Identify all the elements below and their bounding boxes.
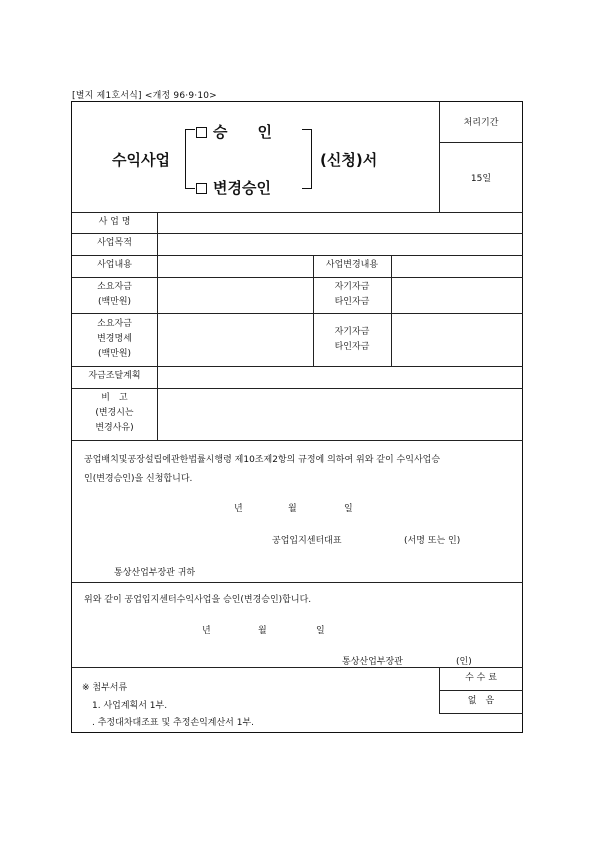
business-content-field[interactable]	[158, 256, 313, 277]
seal-label: (인)	[456, 657, 472, 667]
label-own-other-funds	[313, 280, 391, 310]
label-change-own-other-funds	[313, 325, 391, 355]
application-date-year: 년	[234, 504, 243, 514]
left-bracket	[185, 129, 195, 189]
label-line: 변경사유)	[95, 423, 134, 433]
attachments-title: ※ 첨부서류	[82, 683, 128, 693]
addressee-label: 통상산업부장관 귀하	[114, 568, 196, 578]
processing-period-label: 처리기간	[463, 118, 499, 128]
label-line: 변경명세	[97, 334, 132, 344]
label-business-purpose: 사업목적	[97, 238, 132, 248]
processing-period-value: 15일	[470, 174, 492, 184]
label-remarks	[72, 391, 157, 436]
fee-divider	[439, 713, 523, 714]
label-line: (변경시는	[95, 408, 134, 418]
signature-label: (서명 또는 인)	[404, 536, 461, 546]
application-statement	[84, 451, 514, 489]
application-form	[71, 101, 523, 733]
attachment-item-1: 1. 사업계획서 1부.	[92, 701, 168, 711]
label-own-funds: 자기자금	[334, 327, 370, 337]
option-approve-label: 승 인	[213, 123, 272, 141]
row-divider	[72, 667, 523, 668]
fee-label: 수 수 료	[465, 673, 497, 683]
label-funding-plan: 자금조달계획	[88, 371, 141, 381]
option-change-label: 변경승인	[213, 179, 271, 197]
label-business-change-content: 사업변경내용	[325, 260, 379, 270]
application-date-day: 일	[344, 504, 353, 514]
row-divider	[72, 582, 523, 583]
remarks-field[interactable]	[158, 389, 522, 440]
label-funds-change	[72, 317, 157, 362]
applicant-label: 공업입지센터대표	[272, 536, 342, 546]
label-line: 소요자금	[97, 319, 132, 329]
approver-label: 통상산업부장관	[342, 657, 403, 667]
label-line: 소요자금	[97, 282, 132, 292]
statement-line: 공업배치및공장설립에관한법률시행령 제10조제2항의 규정에 의하여 위와 같이 수익사업승	[84, 455, 441, 465]
right-bracket	[302, 129, 312, 189]
label-business-content: 사업내용	[97, 260, 132, 270]
form-title-suffix: (신청)서	[320, 151, 378, 169]
label-business-name: 사 업 명	[98, 217, 131, 227]
label-line: 비 고	[101, 393, 128, 403]
funds-change-field[interactable]	[158, 314, 313, 366]
approval-date-day: 일	[316, 626, 325, 636]
label-other-funds: 타인자금	[334, 342, 370, 352]
label-own-funds: 자기자금	[334, 282, 370, 292]
option-change-approve[interactable]	[196, 177, 271, 198]
own-other-funds-field[interactable]	[392, 278, 522, 313]
approval-date-year: 년	[202, 626, 211, 636]
attachment-item-2: . 추정대차대조표 및 추정손익계산서 1부.	[92, 718, 254, 728]
label-funds-required	[72, 280, 157, 310]
business-change-content-field[interactable]	[392, 256, 522, 277]
business-purpose-field[interactable]	[158, 234, 522, 255]
approve-checkbox[interactable]	[196, 127, 207, 138]
change-own-other-funds-field[interactable]	[392, 314, 522, 366]
label-line: (백만원)	[97, 349, 132, 359]
business-name-field[interactable]	[158, 213, 522, 233]
fee-value: 없 음	[467, 696, 495, 706]
form-header: [별지 제1호서식] <개정 96·9·10>	[72, 91, 217, 101]
row-divider	[72, 440, 523, 441]
application-date-month: 월	[288, 504, 297, 514]
processing-label-divider	[439, 142, 523, 143]
funding-plan-field[interactable]	[158, 367, 522, 388]
label-line: (백만원)	[97, 297, 132, 307]
approval-statement: 위와 같이 공업입지센터수익사업을 승인(변경승인)합니다.	[84, 595, 312, 605]
funds-required-field[interactable]	[158, 278, 313, 313]
form-title-prefix: 수익사업	[112, 151, 170, 169]
statement-line: 인(변경승인)을 신청합니다.	[84, 474, 193, 484]
fee-divider	[439, 690, 523, 691]
approval-date-month: 월	[258, 626, 267, 636]
option-approve[interactable]	[196, 121, 272, 142]
change-approve-checkbox[interactable]	[196, 183, 207, 194]
label-other-funds: 타인자금	[334, 297, 370, 307]
